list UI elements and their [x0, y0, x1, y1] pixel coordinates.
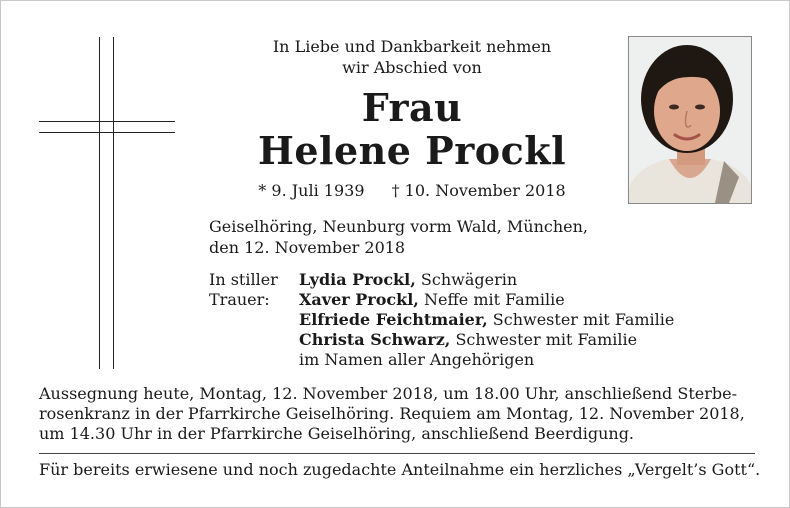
mourner-entry [299, 290, 674, 310]
mourner-relation: im Namen aller Angehörigen [299, 350, 535, 369]
death-date: † 10. November 2018 [391, 181, 566, 200]
deceased-name: Helene Prockl [257, 128, 567, 173]
mourner-entry [299, 330, 674, 350]
place-and-date [209, 216, 588, 258]
mourning-label [209, 270, 278, 310]
cross-icon [39, 37, 175, 369]
life-dates [201, 180, 623, 201]
mourner-relation: Neffe mit Familie [423, 290, 565, 309]
divider [39, 453, 755, 454]
ceremony-line-2: rosenkranz in der Pfarrkirche Geiselhöring. Requiem am Montag, 12. November 2018, [39, 404, 745, 423]
intro-line-2: wir Abschied von [342, 58, 482, 77]
ceremony-details [39, 384, 755, 444]
mourner-entry [299, 270, 674, 290]
mourner-list [299, 270, 674, 370]
mourner-relation: Schwester mit Familie [492, 310, 675, 329]
ceremony-line-1: Aussegnung heute, Montag, 12. November 2018, um 18.00 Uhr, anschließend Sterbe- [39, 384, 738, 403]
place-line-1: Geiselhöring, Neunburg vorm Wald, München, [209, 217, 589, 236]
mourning-label-line-2: Trauer: [209, 290, 270, 309]
mourner-relation: Schwägerin [420, 270, 518, 289]
mourner-entry [299, 350, 674, 370]
deceased-title: Frau [361, 85, 463, 130]
portrait-photo [628, 36, 752, 204]
mourning-label-line-1: In stiller [209, 270, 278, 289]
birth-date: * 9. Juli 1939 [258, 181, 365, 200]
mourner-relation: Schwester mit Familie [455, 330, 638, 349]
cross-intersection [101, 123, 113, 132]
mourner-name: Lydia Prockl, [299, 270, 416, 289]
thanks-text: Für bereits erwiesene und noch zugedachte Anteilnahme ein herzliches „Vergelt’s Gott“. [39, 460, 761, 479]
mourner-name: Elfriede Feichtmaier, [299, 310, 488, 329]
mourner-name: Xaver Prockl, [299, 290, 419, 309]
mourner-entry [299, 310, 674, 330]
ceremony-line-3: um 14.30 Uhr in der Pfarrkirche Geiselhöring, anschließend Beerdigung. [39, 424, 635, 443]
cross-vertical-beam [99, 37, 114, 369]
intro-line-1: In Liebe und Dankbarkeit nehmen [272, 37, 552, 56]
portrait-illustration [629, 37, 751, 203]
place-line-2: den 12. November 2018 [209, 238, 406, 257]
mourner-name: Christa Schwarz, [299, 330, 451, 349]
